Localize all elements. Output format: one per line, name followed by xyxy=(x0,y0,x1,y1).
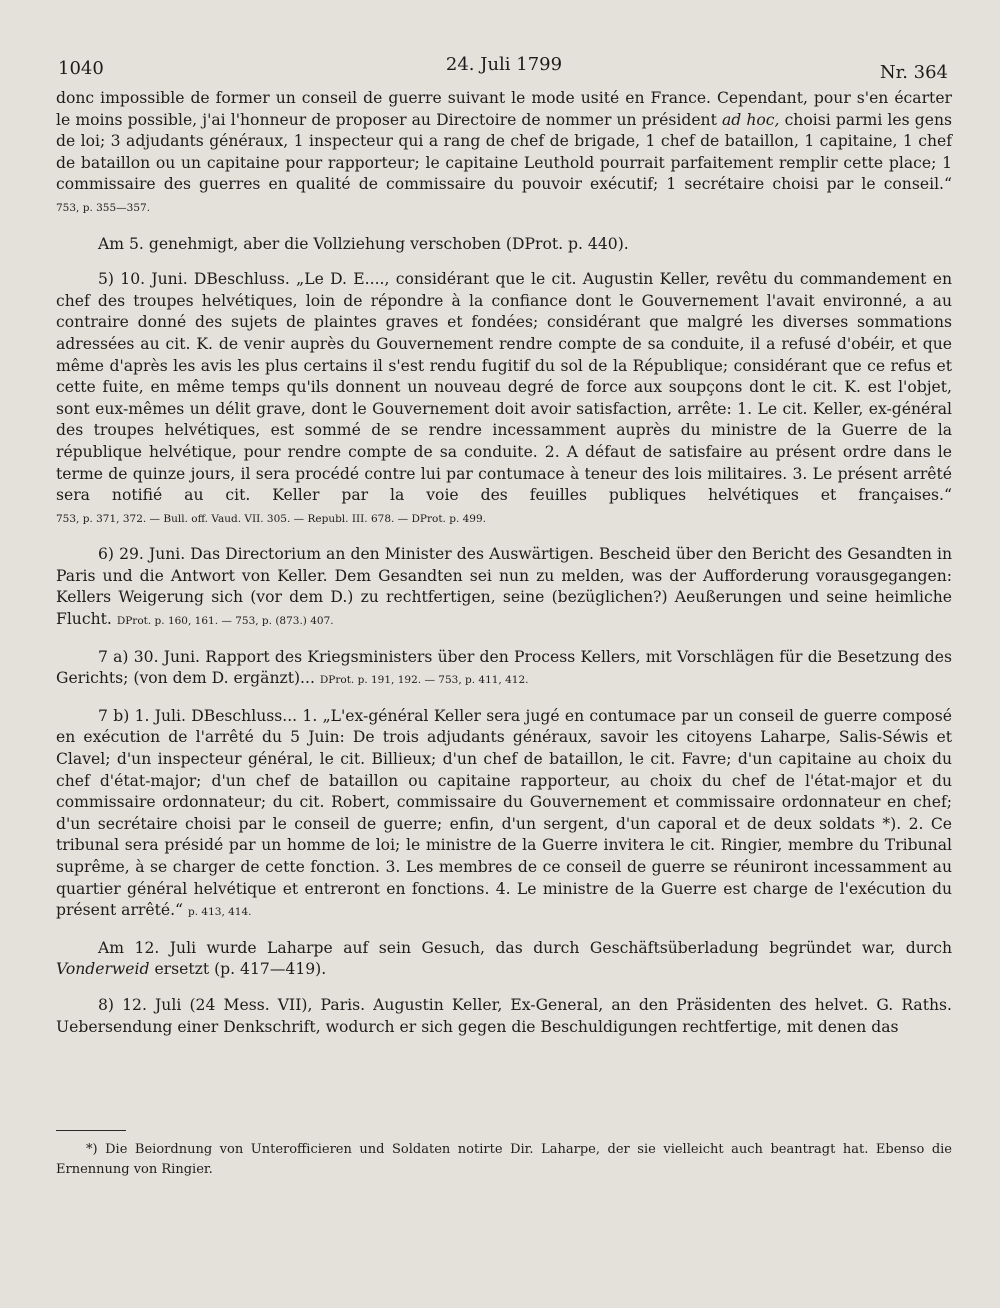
document-number: Nr. 364 xyxy=(879,62,948,83)
paragraph-item-8: 8) 12. Juli (24 Mess. VII), Paris. Augustin Keller, Ex-General, an den Präsidenten des helvet. G. Raths. Uebersendung einer Denkschrift, wodurch er sich gegen die Beschuldigungen rechtfertige, mit denen das xyxy=(56,995,952,1036)
paragraph-note-laharpe: Am 12. Juli wurde Laharpe auf sein Gesuch, das durch Geschäftsüberladung begründet war, durch Vonderweid ersetzt (p. 417—419). xyxy=(56,938,952,979)
paragraph-item-6: 6) 29. Juni. Das Directorium an den Minister des Auswärtigen. Bescheid über den Bericht des Gesandten in Paris und die Antwort von Keller. Dem Gesandten sei nun zu melden, was der Aufforderung vorausgegangen: Kellers Weigerung sich (vor dem D.) zu rechtfertigen, seine (bezüglichen?) Aeußerungen und seine heimliche Flucht. DProt. p. 160, 161. — 753, p. (873.) 407. xyxy=(56,545,952,629)
paragraph-item-7b: 7 b) 1. Juli. DBeschluss... 1. „L'ex-général Keller sera jugé en contumace par un conseil de guerre composé en exécution de l'arrêté du 5 Juin: De trois adjudants généraux, savoir les citoyens Laharpe, Salis-Séwis et Clavel; d'un inspecteur général, le cit. Billieux; d'un chef de bataillon, le cit. Favre; d'un capitaine au choix du chef d'état-major; d'un chef de bataillon ou capitaine rapporteur, au choix du chef de l'état-major et du commissaire ordonnateur; du cit. Robert, commissaire du Gouvernement et commissaire ordonnateur en chef; d'un secrétaire choisi par le conseil de guerre; enfin, d'un sergent, d'un caporal et de deux soldats *). 2. Ce tribunal sera présidé par un homme de loi; le ministre de la Guerre invitera le cit. Ringier, membre du Tribunal suprême, à se charger de cette fonction. 3. Les membres de ce conseil de guerre se réuniront incessamment au quartier général helvétique et entreront en fonctions. 4. Le ministre de la Guerre est charge de l'exécution du présent arrêté.“ p. 413, 414. xyxy=(56,706,952,920)
paragraph-item-5: 5) 10. Juni. DBeschluss. „Le D. E...., considérant que le cit. Augustin Keller, revêtu du commandement en chef des troupes helvétiques, loin de répondre à la confiance dont le Gouvernement l'avait environné, a au contraire donné des sujets de plaintes graves et fondées; considérant que malgré les diverses sommations adressées au cit. K. de venir auprès du Gouvernement rendre compte de sa conduite, il a refusé d'obéir, et que même d'après les avis les plus certains il s'est rendu fugitif du sol de la République; considérant que ce refus et cette fuite, en même temps qu'ils donnent un nouveau degré de force aux soupçons dont le cit. K. est l'objet, sont eux-mêmes un délit grave, dont le Gouvernement doit avoir satisfaction, arrête: 1. Le cit. Keller, ex-général des troupes helvétiques, est sommé de se rendre incessamment auprès du ministre de la Guerre de la république helvétique, pour rendre compte de sa conduite. 2. A défaut de satisfaire au présent ordre dans le terme de quinze jours, il sera procédé contre lui par contumace à teneur des lois militaires. 3. Le présent arrêté sera notifié au cit. Keller par la voie des feuilles publiques helvétiques et françaises.“ 753, p. 371, 372. — Bull. off. Vaud. VII. 305. — Republ. III. 678. — DProt. p. 499. xyxy=(56,270,952,525)
paragraph-continuation: donc impossible de former un conseil de guerre suivant le mode usité en France. Cependant, pour s'en écarter le moins possible, j'ai l'honneur de proposer au Directoire de nommer un président ad hoc, choisi parmi les gens de loi; 3 adjudants généraux, 1 inspecteur qui a rang de chef de brigade, 1 chef de bataillon, 1 capitaine, 1 chef de bataillon ou un capitaine pour rapporteur; le capitaine Leuthold pourrait parfaitement remplir cette place; 1 commissaire des guerres en qualité de commissaire du pouvoir exécutif; 1 secrétaire choisi par le conseil.“ 753, p. 355—357. xyxy=(56,89,952,214)
main-text xyxy=(56,88,952,1038)
footnote-divider xyxy=(56,1130,126,1131)
source-reference: 753, p. 371, 372. — Bull. off. Vaud. VII. 305. — Republ. III. 678. — DProt. p. 499. xyxy=(56,512,487,525)
footnote: *) Die Beiordnung von Unterofficieren und Soldaten notirte Dir. Laharpe, der sie vielleicht auch beantragt hat. Ebenso die Ernennung von Ringier. xyxy=(56,1142,952,1177)
header-date: 24. Juli 1799 xyxy=(445,54,563,75)
running-header xyxy=(56,52,952,88)
source-reference: p. 413, 414. xyxy=(188,906,252,919)
source-reference: DProt. p. 160, 161. — 753, p. (873.) 407. xyxy=(116,615,334,628)
source-reference: 753, p. 355—357. xyxy=(56,201,151,214)
source-reference: DProt. p. 191, 192. — 753, p. 411, 412. xyxy=(319,674,529,687)
paragraph-note: Am 5. genehmigt, aber die Vollziehung verschoben (DProt. p. 440). xyxy=(98,234,629,253)
paragraph-item-7a: 7 a) 30. Juni. Rapport des Kriegsministers über den Process Kellers, mit Vorschlägen für die Besetzung des Gerichts; (von dem D. ergänzt)... DProt. p. 191, 192. — 753, p. 411, 412. xyxy=(56,647,952,688)
page-number: 1040 xyxy=(58,58,104,79)
